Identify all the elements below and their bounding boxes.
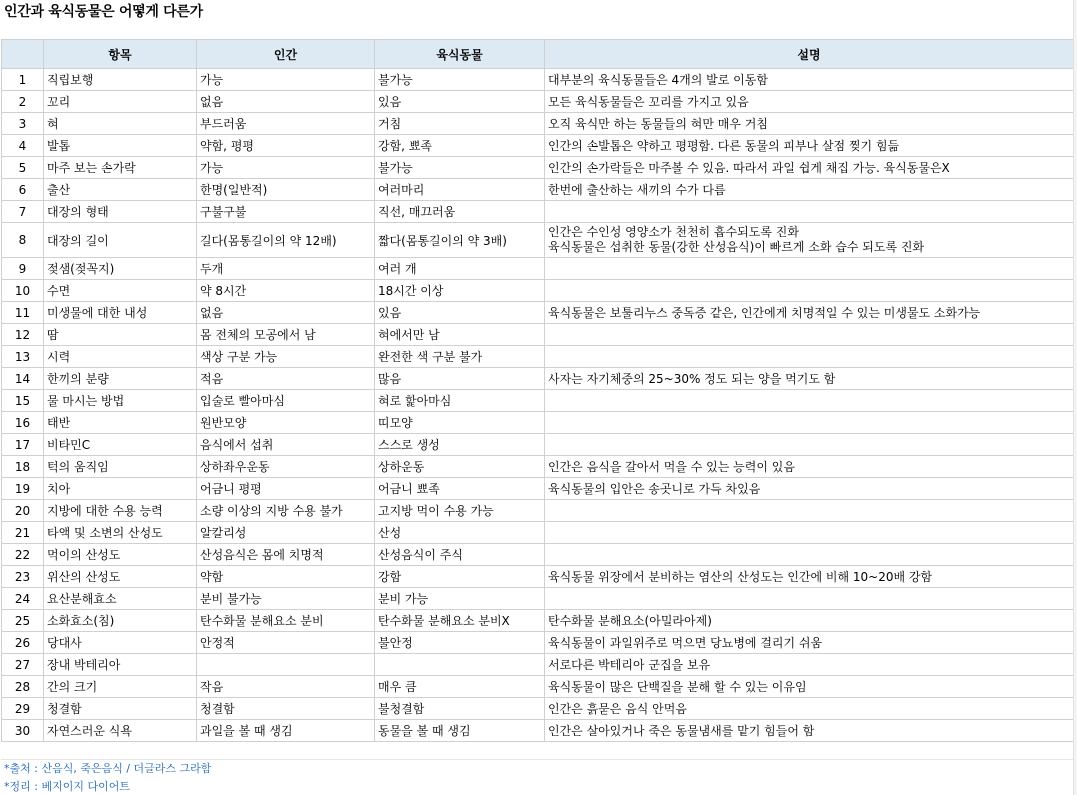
row-number-cell[interactable]: 30: [2, 720, 44, 742]
description-cell[interactable]: [545, 610, 1074, 632]
row-number-cell[interactable]: 26: [2, 632, 44, 654]
human-cell[interactable]: 색상 구분 가능: [197, 346, 375, 368]
table-row: [2, 676, 1074, 698]
description-cell[interactable]: [545, 179, 1074, 201]
header-human[interactable]: 인간: [197, 40, 375, 69]
carnivore-cell[interactable]: 있음: [375, 302, 545, 324]
human-cell[interactable]: [197, 654, 375, 676]
human-cell[interactable]: 소량 이상의 지방 수용 불가: [197, 500, 375, 522]
description-line: 육식동물 위장에서 분비하는 염산의 산성도는 인간에 비해 10~20배 강함: [548, 570, 933, 584]
description-cell[interactable]: [545, 157, 1074, 179]
table-row: [2, 346, 1074, 368]
carnivore-cell[interactable]: 불가능: [375, 157, 545, 179]
comparison-table: [1, 39, 1074, 742]
carnivore-cell[interactable]: 불청결함: [375, 698, 545, 720]
item-cell[interactable]: 젖샘(젖꼭지): [44, 258, 197, 280]
description-line: 한번에 출산하는 새끼의 수가 다름: [548, 183, 726, 197]
human-cell[interactable]: 원반모양: [197, 412, 375, 434]
table-row: [2, 478, 1074, 500]
human-cell[interactable]: 부드러움: [197, 113, 375, 135]
item-cell[interactable]: 직립보행: [44, 69, 197, 91]
row-number-cell[interactable]: 7: [2, 201, 44, 223]
description-cell[interactable]: [545, 346, 1074, 368]
description-cell[interactable]: [545, 654, 1074, 676]
item-cell[interactable]: 미생물에 대한 내성: [44, 302, 197, 324]
table-row: [2, 69, 1074, 91]
description-cell[interactable]: [545, 135, 1074, 157]
description-line: 육식동물이 많은 단백질을 분해 할 수 있는 이유임: [548, 680, 807, 694]
item-cell[interactable]: 자연스러운 식욕: [44, 720, 197, 742]
carnivore-cell[interactable]: 분비 가능: [375, 588, 545, 610]
description-line: 육식동물의 입안은 송곳니로 가득 차있음: [548, 482, 761, 496]
description-cell[interactable]: [545, 390, 1074, 412]
description-cell[interactable]: [545, 456, 1074, 478]
item-cell[interactable]: 혀: [44, 113, 197, 135]
description-cell[interactable]: [545, 434, 1074, 456]
carnivore-cell[interactable]: 상하운동: [375, 456, 545, 478]
carnivore-cell[interactable]: 산성: [375, 522, 545, 544]
description-cell[interactable]: [545, 478, 1074, 500]
description-cell[interactable]: [545, 698, 1074, 720]
item-cell[interactable]: 소화효소(침): [44, 610, 197, 632]
empty-row: [1, 22, 1073, 40]
table-row: [2, 179, 1074, 201]
description-line: 인간은 수인성 영양소가 천천히 흡수되도록 진화: [548, 225, 799, 239]
description-line: 모든 육식동물들은 꼬리를 가지고 있음: [548, 95, 749, 109]
human-cell[interactable]: 산성음식은 몸에 치명적: [197, 544, 375, 566]
carnivore-cell[interactable]: 강함, 뾰족: [375, 135, 545, 157]
description-line: 사자는 자기체중의 25~30% 정도 되는 양을 먹기도 함: [548, 372, 836, 386]
editor-note: *정리 : 베지이지 다이어트: [4, 780, 130, 793]
row-number-cell[interactable]: 5: [2, 157, 44, 179]
description-cell[interactable]: [545, 368, 1074, 390]
description-cell[interactable]: [545, 324, 1074, 346]
item-cell[interactable]: 타액 및 소변의 산성도: [44, 522, 197, 544]
human-cell[interactable]: 두개: [197, 258, 375, 280]
human-cell[interactable]: 분비 불가능: [197, 588, 375, 610]
carnivore-cell[interactable]: 매우 큼: [375, 676, 545, 698]
carnivore-cell[interactable]: 혀로 핥아마심: [375, 390, 545, 412]
description-cell[interactable]: [545, 113, 1074, 135]
table-row: [2, 720, 1074, 742]
human-cell[interactable]: 적음: [197, 368, 375, 390]
sheet-title: 인간과 육식동물은 어떻게 다른가: [4, 4, 203, 20]
description-cell[interactable]: [545, 522, 1074, 544]
human-cell[interactable]: 청결함: [197, 698, 375, 720]
item-cell[interactable]: 턱의 움직임: [44, 456, 197, 478]
description-cell[interactable]: [545, 544, 1074, 566]
row-number-cell[interactable]: 17: [2, 434, 44, 456]
carnivore-cell[interactable]: 동물을 볼 때 생김: [375, 720, 545, 742]
carnivore-cell[interactable]: 많음: [375, 368, 545, 390]
item-cell[interactable]: 출산: [44, 179, 197, 201]
item-cell[interactable]: 마주 보는 손가락: [44, 157, 197, 179]
human-cell[interactable]: 음식에서 섭취: [197, 434, 375, 456]
table-row: [2, 522, 1074, 544]
item-cell[interactable]: 간의 크기: [44, 676, 197, 698]
description-line: 육식동물은 보툴리누스 중독증 같은, 인간에게 치명적일 수 있는 미생물도 소화가능: [548, 306, 981, 320]
description-line: 인간의 손발톱은 약하고 평평함. 다른 동물의 피부나 살점 찢기 힘듦: [548, 139, 900, 153]
description-cell[interactable]: [545, 91, 1074, 113]
carnivore-cell[interactable]: 18시간 이상: [375, 280, 545, 302]
table-row: [2, 632, 1074, 654]
human-cell[interactable]: 상하좌우운동: [197, 456, 375, 478]
description-cell[interactable]: [545, 302, 1074, 324]
header-carnivore[interactable]: 육식동물: [375, 40, 545, 69]
table-row: [2, 113, 1074, 135]
item-cell[interactable]: 위산의 산성도: [44, 566, 197, 588]
description-cell[interactable]: [545, 500, 1074, 522]
carnivore-cell[interactable]: 직선, 매끄러움: [375, 201, 545, 223]
row-number-cell[interactable]: 15: [2, 390, 44, 412]
carnivore-cell[interactable]: 여러 개: [375, 258, 545, 280]
header-number[interactable]: [2, 40, 44, 69]
description-cell[interactable]: [545, 201, 1074, 223]
table-row: [2, 368, 1074, 390]
description-line: 대부분의 육식동물들은 4개의 발로 이동함: [548, 73, 768, 87]
row-number-cell[interactable]: 19: [2, 478, 44, 500]
row-number-cell[interactable]: 12: [2, 324, 44, 346]
table-row: [2, 157, 1074, 179]
row-number-cell[interactable]: 13: [2, 346, 44, 368]
description-line: 인간은 살아있거나 죽은 동물냄새를 맡기 힘들어 함: [548, 724, 815, 738]
carnivore-cell[interactable]: 있음: [375, 91, 545, 113]
human-cell[interactable]: 탄수화물 분해요소 분비: [197, 610, 375, 632]
item-cell[interactable]: 대장의 형태: [44, 201, 197, 223]
item-cell[interactable]: 수면: [44, 280, 197, 302]
item-cell[interactable]: 요산분해효소: [44, 588, 197, 610]
description-line: 인간은 흙묻은 음식 안먹음: [548, 702, 687, 716]
human-cell[interactable]: 없음: [197, 302, 375, 324]
row-number-cell[interactable]: 21: [2, 522, 44, 544]
description-cell[interactable]: [545, 412, 1074, 434]
item-cell[interactable]: 지방에 대한 수용 능력: [44, 500, 197, 522]
table-row: [2, 390, 1074, 412]
human-cell[interactable]: 한명(일반적): [197, 179, 375, 201]
row-number-cell[interactable]: 27: [2, 654, 44, 676]
human-cell[interactable]: 과일을 볼 때 생김: [197, 720, 375, 742]
header-row: [2, 40, 1074, 69]
human-cell[interactable]: 작음: [197, 676, 375, 698]
description-cell[interactable]: [545, 69, 1074, 91]
row-number-cell[interactable]: 3: [2, 113, 44, 135]
table-row: [2, 412, 1074, 434]
row-number-cell[interactable]: 29: [2, 698, 44, 720]
carnivore-cell[interactable]: 불안정: [375, 632, 545, 654]
item-cell[interactable]: 치아: [44, 478, 197, 500]
description-line: 인간의 손가락들은 마주볼 수 있음. 따라서 과일 쉽게 채집 가능. 육식동물은X: [548, 161, 950, 175]
item-cell[interactable]: 물 마시는 방법: [44, 390, 197, 412]
row-number-cell[interactable]: 18: [2, 456, 44, 478]
carnivore-cell[interactable]: 강함: [375, 566, 545, 588]
human-cell[interactable]: 가능: [197, 157, 375, 179]
table-row: [2, 610, 1074, 632]
row-number-cell[interactable]: 8: [2, 223, 44, 258]
row-number-cell[interactable]: 2: [2, 91, 44, 113]
human-cell[interactable]: 입술로 빨아마심: [197, 390, 375, 412]
carnivore-cell[interactable]: 짧다(몸통길이의 약 3배): [375, 223, 545, 258]
table-row: [2, 544, 1074, 566]
human-cell[interactable]: 약함: [197, 566, 375, 588]
row-number-cell[interactable]: 23: [2, 566, 44, 588]
table-row: [2, 280, 1074, 302]
description-line: 서로다른 박테리아 군집을 보유: [548, 658, 711, 672]
header-item[interactable]: 항목: [44, 40, 197, 69]
carnivore-cell[interactable]: 여러마리: [375, 179, 545, 201]
empty-row: [1, 742, 1073, 760]
row-number-cell[interactable]: 9: [2, 258, 44, 280]
description-line: 인간은 음식을 갈아서 먹을 수 있는 능력이 있음: [548, 460, 795, 474]
description-cell[interactable]: [545, 588, 1074, 610]
table-row: [2, 135, 1074, 157]
description-cell[interactable]: [545, 566, 1074, 588]
human-cell[interactable]: 알칼리성: [197, 522, 375, 544]
row-number-cell[interactable]: 14: [2, 368, 44, 390]
row-number-cell[interactable]: 6: [2, 179, 44, 201]
table-row: [2, 434, 1074, 456]
row-number-cell[interactable]: 28: [2, 676, 44, 698]
carnivore-cell[interactable]: 고지방 먹이 수용 가능: [375, 500, 545, 522]
item-cell[interactable]: 청결함: [44, 698, 197, 720]
row-number-cell[interactable]: 4: [2, 135, 44, 157]
row-number-cell[interactable]: 20: [2, 500, 44, 522]
carnivore-cell[interactable]: 거침: [375, 113, 545, 135]
row-number-cell[interactable]: 22: [2, 544, 44, 566]
description-cell[interactable]: [545, 258, 1074, 280]
table-row: [2, 223, 1074, 258]
table-row: [2, 91, 1074, 113]
carnivore-cell[interactable]: 띠모양: [375, 412, 545, 434]
human-cell[interactable]: 가능: [197, 69, 375, 91]
table-row: [2, 698, 1074, 720]
scrollbar[interactable]: [1073, 0, 1077, 795]
human-cell[interactable]: 구불구불: [197, 201, 375, 223]
description-cell[interactable]: [545, 223, 1074, 258]
row-number-cell[interactable]: 24: [2, 588, 44, 610]
description-cell[interactable]: [545, 720, 1074, 742]
table-row: [2, 258, 1074, 280]
description-line: 오직 육식만 하는 동물들의 혀만 매우 거침: [548, 117, 768, 131]
table-row: [2, 588, 1074, 610]
carnivore-cell[interactable]: 완전한 색 구분 불가: [375, 346, 545, 368]
item-cell[interactable]: 발톱: [44, 135, 197, 157]
human-cell[interactable]: 어금니 평평: [197, 478, 375, 500]
human-cell[interactable]: 약 8시간: [197, 280, 375, 302]
human-cell[interactable]: 약함, 평평: [197, 135, 375, 157]
table-row: [2, 500, 1074, 522]
row-number-cell[interactable]: 16: [2, 412, 44, 434]
item-cell[interactable]: 시력: [44, 346, 197, 368]
carnivore-cell[interactable]: 산성음식이 주식: [375, 544, 545, 566]
table-row: [2, 654, 1074, 676]
human-cell[interactable]: 몸 전체의 모공에서 남: [197, 324, 375, 346]
item-cell[interactable]: 땀: [44, 324, 197, 346]
description-line: 탄수화물 분해요소(아밀라아제): [548, 614, 712, 628]
carnivore-cell[interactable]: 어금니 뾰족: [375, 478, 545, 500]
table-row: [2, 566, 1074, 588]
human-cell[interactable]: 길다(몸통길이의 약 12배): [197, 223, 375, 258]
description-cell[interactable]: [545, 280, 1074, 302]
row-number-cell[interactable]: 11: [2, 302, 44, 324]
row-number-cell[interactable]: 25: [2, 610, 44, 632]
description-line: 육식동물은 섭취한 동물(강한 산성음식)이 빠르게 소화 습수 되도록 진화: [548, 240, 925, 254]
header-description[interactable]: 설명: [545, 40, 1074, 69]
carnivore-cell[interactable]: 혀에서만 남: [375, 324, 545, 346]
carnivore-cell[interactable]: [375, 654, 545, 676]
human-cell[interactable]: 없음: [197, 91, 375, 113]
human-cell[interactable]: 안정적: [197, 632, 375, 654]
item-cell[interactable]: 먹이의 산성도: [44, 544, 197, 566]
item-cell[interactable]: 장내 박테리아: [44, 654, 197, 676]
item-cell[interactable]: 한끼의 분량: [44, 368, 197, 390]
table-row: [2, 456, 1074, 478]
carnivore-cell[interactable]: 불가능: [375, 69, 545, 91]
carnivore-cell[interactable]: 탄수화물 분해요소 분비X: [375, 610, 545, 632]
table-row: [2, 201, 1074, 223]
item-cell[interactable]: 당대사: [44, 632, 197, 654]
table-row: [2, 302, 1074, 324]
description-line: 육식동물이 과일위주로 먹으면 당뇨병에 걸리기 쉬움: [548, 636, 823, 650]
source-note: *출처 : 산음식, 죽은음식 / 더글라스 그라함: [4, 762, 212, 775]
row-number-cell[interactable]: 10: [2, 280, 44, 302]
item-cell[interactable]: 비타민C: [44, 434, 197, 456]
item-cell[interactable]: 대장의 길이: [44, 223, 197, 258]
description-cell[interactable]: [545, 676, 1074, 698]
description-cell[interactable]: [545, 632, 1074, 654]
row-number-cell[interactable]: 1: [2, 69, 44, 91]
carnivore-cell[interactable]: 스스로 생성: [375, 434, 545, 456]
table-row: [2, 324, 1074, 346]
item-cell[interactable]: 꼬리: [44, 91, 197, 113]
item-cell[interactable]: 태반: [44, 412, 197, 434]
